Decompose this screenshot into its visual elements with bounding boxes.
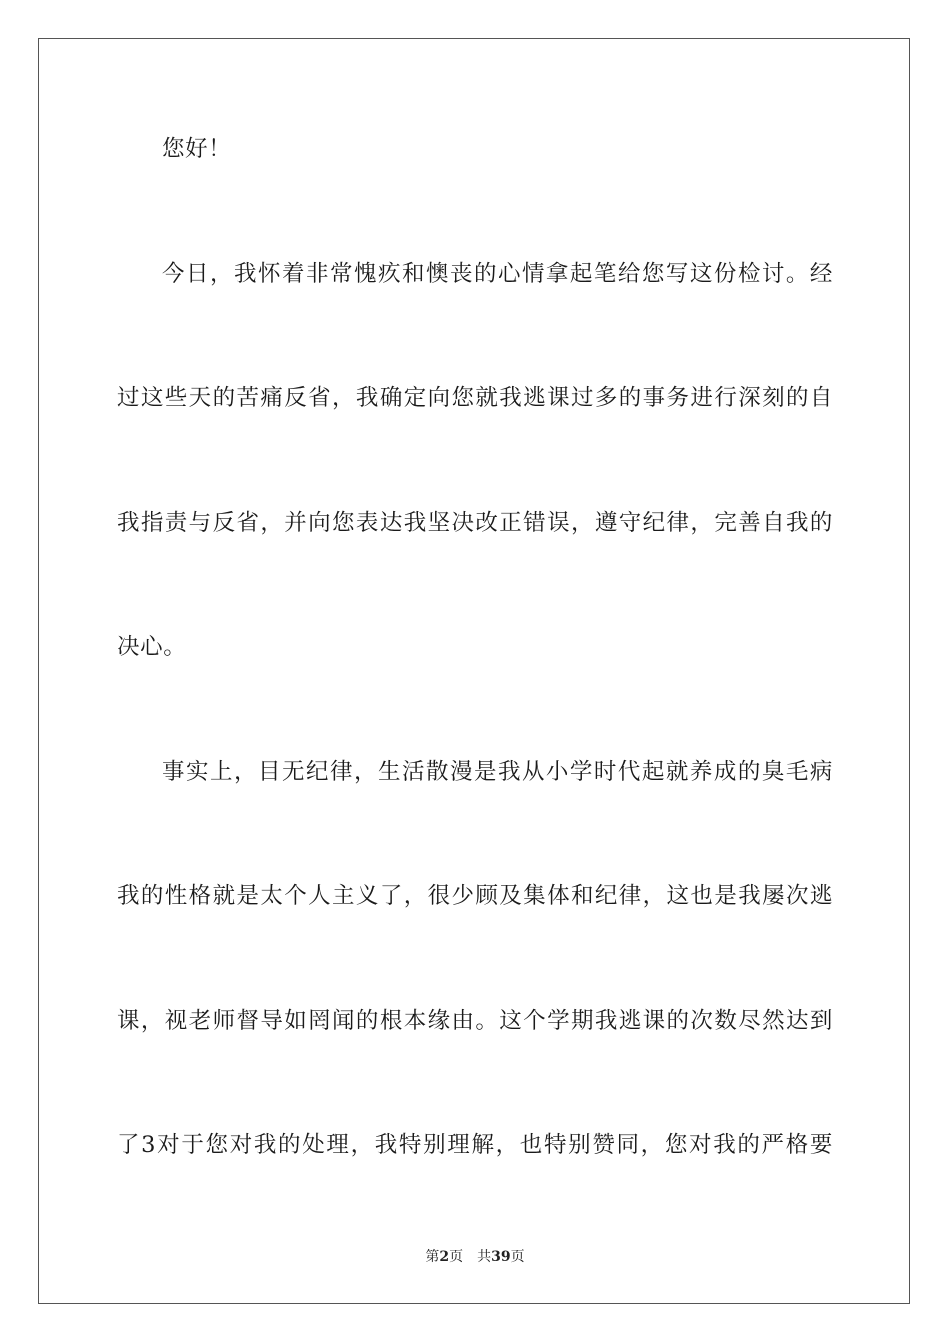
paragraph-line: 我指责与反省，并向您表达我坚决改正错误，遵守纪律，完善自我的 [117,510,833,536]
total-prefix: 共 [477,1249,492,1265]
page-suffix: 页 [449,1249,464,1265]
paragraph-line: 事实上，目无纪律，生活散漫是我从小学时代起就养成的臭毛病 [162,759,833,785]
paragraph-line: 课，视老师督导如罔闻的根本缘由。这个学期我逃课的次数尽然达到 [117,1008,833,1034]
total-pages: 39 [491,1249,511,1265]
greeting: 您好！ [162,136,232,162]
page-footer [0,1247,950,1267]
page-prefix: 第 [425,1249,440,1265]
paragraph-line: 决心。 [117,634,187,660]
paragraph-line: 了3对于您对我的处理，我特别理解，也特别赞同，您对我的严格要 [117,1132,833,1158]
paragraph-line: 过这些天的苦痛反省，我确定向您就我逃课过多的事务进行深刻的自 [117,385,833,411]
paragraph-line: 我的性格就是太个人主义了，很少顾及集体和纪律，这也是我屡次逃 [117,883,833,909]
page-border [38,38,910,1304]
total-suffix: 页 [510,1249,525,1265]
page-number: 2 [439,1249,450,1265]
paragraph-line: 今日，我怀着非常愧疚和懊丧的心情拿起笔给您写这份检讨。经 [162,261,833,287]
